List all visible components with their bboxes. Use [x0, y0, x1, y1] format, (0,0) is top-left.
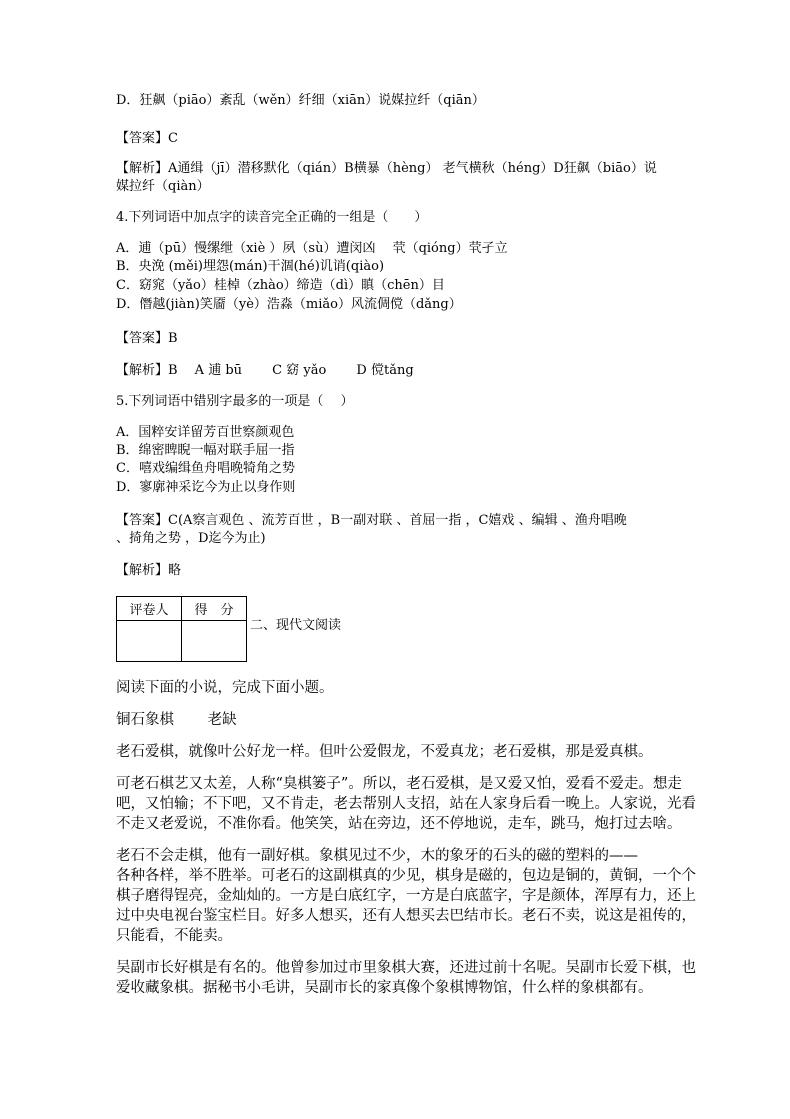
q4-stem: 4.下列词语中加点字的读音完全正确的一组是（ ） [116, 210, 428, 225]
q4-option-a: A．逋（pū）慢缧绁（xiè ）夙（sù）遭闵凶 茕（qióng）茕孑立 [116, 241, 508, 256]
paragraph-3-line-1: 老石不会走棋，他有一副好棋。象棋见过不少，木的象牙的石头的磁的塑料的—— [116, 848, 638, 864]
section-title: 二、现代文阅读 [250, 618, 342, 633]
score-table [116, 596, 247, 662]
paragraph-3-line-3: 棋子磨得锃亮，金灿灿的。一方是白底红字，一方是白底蓝字，字是颜体，浑厚有力，还上 [116, 888, 696, 904]
q3-option-d: D．狂飙（piāo）紊乱（wěn）纤细（xiān）说媒拉纤（qiān） [116, 93, 485, 108]
q4-option-c: C．窈窕（yǎo）桂棹（zhào）缔造（dì）瞋（chēn）目 [116, 278, 445, 293]
q3-analysis-line-1: 【解析】A通缉（jī）潜移默化（qián）B横暴（hèng） 老气横秋（héng）D狂飙（biāo）说 [116, 161, 657, 176]
reviewer-header: 评卷人 [117, 597, 182, 621]
q4-option-b: B．央浼 (měi)埋怨(mán)干涸(hé)讥诮(qiào) [116, 259, 385, 274]
q5-option-d: D．寥廓神采讫今为止以身作则 [116, 480, 296, 495]
paragraph-3-line-4: 过中央电视台鉴宝栏目。好多人想买，还有人想买去巴结市长。老石不卖，说这是祖传的， [116, 908, 696, 924]
reviewer-cell [117, 621, 182, 662]
q4-answer: 【答案】B [116, 331, 178, 346]
q5-option-a: A．国粹安详留芳百世察颜观色 [116, 425, 295, 440]
q4-option-d: D．僭越(jiàn)笑靥（yè）浩淼（miǎo）风流倜傥（dǎng） [116, 297, 462, 312]
q5-analysis: 【解析】略 [116, 563, 182, 578]
paragraph-3-line-2: 各种各样，举不胜举。可老石的这副棋真的少见，棋身是磁的，包边是铜的，黄铜，一个个 [116, 868, 696, 884]
story-title: 铜石象棋 老缺 [116, 712, 237, 728]
q5-answer-line-2: 、掎角之势 ，D迄今为止) [116, 531, 266, 546]
q3-analysis-line-2: 媒拉纤（qiàn） [116, 179, 210, 194]
score-header: 得 分 [182, 597, 247, 621]
q5-answer-line-1: 【答案】C(A察言观色 、流芳百世 ，B一副对联 、首屈一指 ，C嬉戏 、编辑 、渔舟唱晚 [116, 513, 627, 528]
q3-answer: 【答案】C [116, 131, 178, 146]
paragraph-4-line-2: 爱收藏象棋。据秘书小毛讲，吴副市长的家真像个象棋博物馆，什么样的象棋都有。 [116, 980, 653, 996]
q5-option-b: B．绵密睥睨一幅对联手屈一指 [116, 443, 295, 458]
paragraph-3-line-5: 只能看，不能卖。 [116, 928, 232, 944]
q5-stem: 5.下列词语中错别字最多的一项是（ ） [116, 394, 354, 409]
paragraph-2-line-3: 不走又老爱说，不准你看。他笑笑，站在旁边，还不停地说，走车，跳马，炮打过去啥。 [116, 816, 682, 832]
paragraph-2-line-1: 可老石棋艺又太差，人称“臭棋篓子”。所以，老石爱棋，是又爱又怕，爱看不爱走。想走 [116, 776, 682, 792]
reading-intro: 阅读下面的小说，完成下面小题。 [116, 680, 334, 696]
q4-analysis: 【解析】B A 逋 bū C 窈 yǎo D 傥tǎng [116, 363, 414, 378]
q5-option-c: C．嘻戏编缉鱼舟唱晚犄角之势 [116, 461, 295, 476]
paragraph-2-line-2: 吧，又怕输；不下吧，又不肯走，老去帮别人支招，站在人家身后看一晚上。人家说，光看 [116, 796, 696, 812]
score-cell [182, 621, 247, 662]
paragraph-1: 老石爱棋，就像叶公好龙一样。但叶公爱假龙，不爱真龙；老石爱棋，那是爱真棋。 [116, 744, 653, 760]
paragraph-4-line-1: 吴副市长好棋是有名的。他曾参加过市里象棋大赛，还进过前十名呢。吴副市长爱下棋，也 [116, 960, 696, 976]
